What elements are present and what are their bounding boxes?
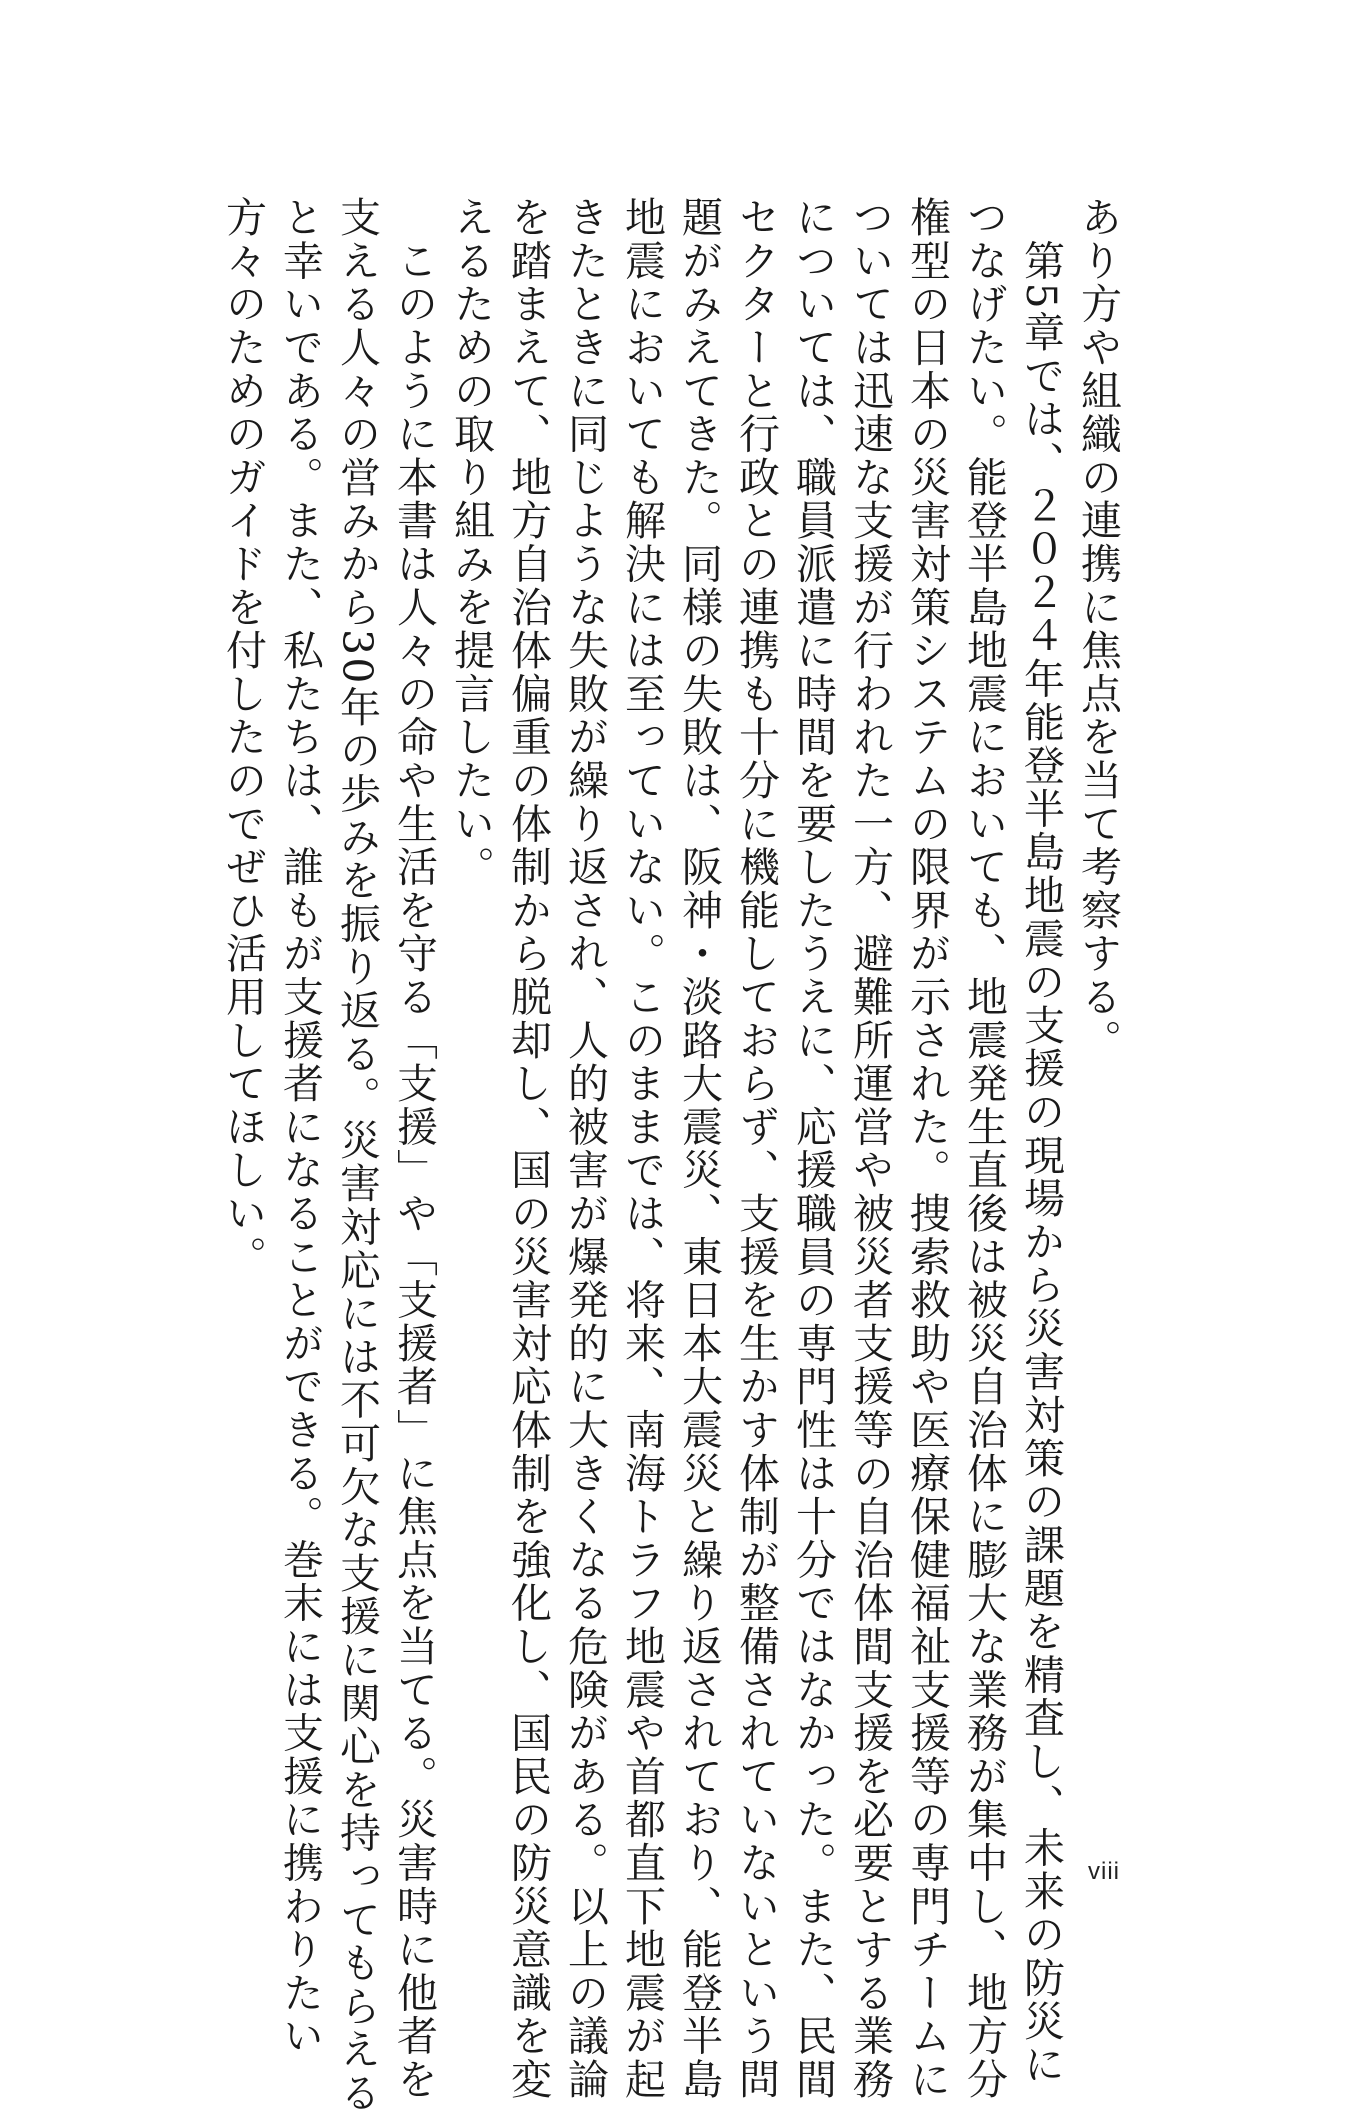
text-line-16: 方々のためのガイドを付したのでぜひ活用してほしい。 [219, 196, 267, 1279]
text-line-6: については、職員派遣に時間を要したうえに、応援職員の専門性は十分ではなかった。また、民間 [789, 196, 837, 2102]
page-number: viii [1088, 1858, 1120, 1885]
text-line-1: あり方や組織の連携に焦点を当て考察する。 [1074, 196, 1122, 1062]
text-line-12: えるための取り組みを提言したい。 [447, 196, 495, 889]
text-line-3: つなげたい。能登半島地震においても、地震発生直後は被災自治体に膨大な業務が集中し、地方分 [960, 196, 1008, 2102]
text-line-9: 地震においても解決には至っていない。このままでは、将来、南海トラフ地震や首都直下地震が起 [618, 196, 666, 2102]
text-line-7: セクターと行政との連携も十分に機能しておらず、支援を生かす体制が整備されていないという問 [732, 196, 780, 2102]
text-line-4: 権型の日本の災害対策システムの限界が示された。捜索救助や医療保健福祉支援等の専門チームに [903, 196, 951, 2102]
text-line-13: このように本書は人々の命や生活を守る「支援」や「支援者」に焦点を当てる。災害時に他者を [390, 196, 438, 2102]
text-line-8: 題がみえてきた。同様の失敗は、阪神・淡路大震災、東日本大震災と繰り返されており、能登半島 [675, 196, 723, 2102]
text-line-2: 第5章では、２０２４年能登半島地震の支援の現場から災害対策の課題を精査し、未来の防災に [1017, 196, 1065, 2087]
text-line-14: 支える人々の営みから30年の歩みを振り返る。災害対応には不可欠な支援に関心を持ってもらえる [333, 196, 381, 2115]
text-line-15: と幸いである。また、私たちは、誰もが支援者になることができる。巻末には支援に携わりたい [276, 196, 324, 2058]
text-line-11: を踏まえて、地方自治体偏重の体制から脱却し、国の災害対応体制を強化し、国民の防災意識を変 [504, 196, 552, 2102]
text-line-5: ついては迅速な支援が行われた一方、避難所運営や被災者支援等の自治体間支援を必要とする業務 [846, 196, 894, 2102]
text-line-10: きたときに同じような失敗が繰り返され、人的被害が爆発的に大きくなる危険がある。以上の議論 [561, 196, 609, 2102]
